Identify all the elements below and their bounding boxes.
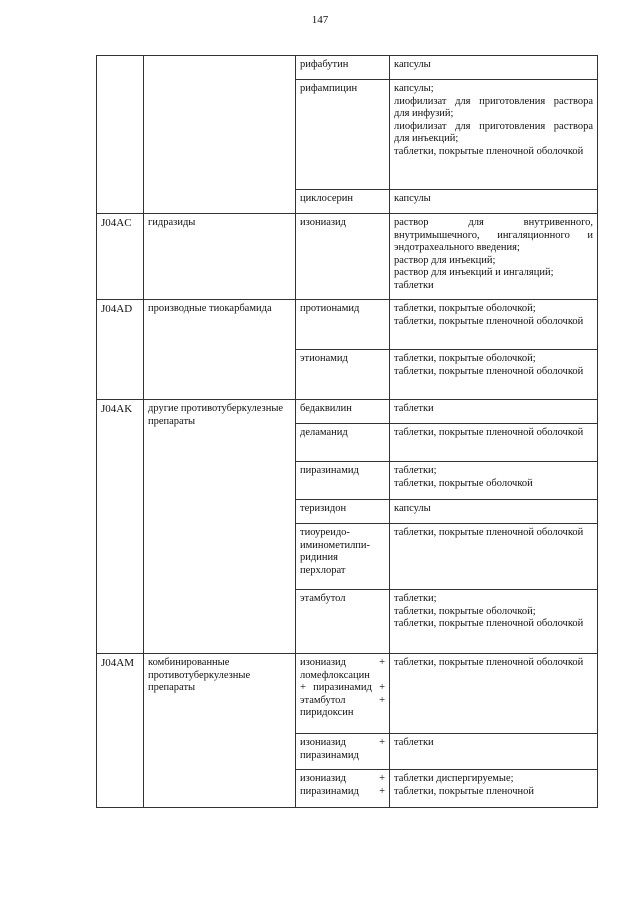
drug-name-cell — [296, 300, 390, 350]
drug-name: теризидон — [300, 503, 347, 514]
table-row — [97, 214, 598, 300]
dosage-form: таблетки, покрытые пленочной оболочкой — [394, 145, 584, 157]
group-name-cell: комбинированные противотуберкулезные препараты — [144, 654, 296, 808]
table-body — [97, 56, 598, 808]
drug-name: этамбутол — [300, 593, 346, 604]
dosage-forms-cell — [390, 462, 598, 500]
dosage-form: таблетки, покрытые пленочной оболочкой — [394, 365, 584, 377]
drug-name-cell — [296, 590, 390, 654]
dosage-forms-cell — [390, 734, 598, 770]
atc-code-cell: J04AK — [97, 400, 144, 654]
drug-name: деламанид — [300, 427, 348, 438]
dosage-form: таблетки; — [394, 593, 437, 604]
dosage-form: лиофилизат для приготовления раствора для инъекций; — [394, 120, 593, 145]
table-row — [97, 654, 598, 734]
table-row — [97, 300, 598, 350]
drug-name-line: + пиразинамид + — [300, 682, 385, 694]
dosage-form: таблетки, покрытые оболочкой — [394, 477, 533, 489]
table-row — [97, 400, 598, 424]
atc-code-cell: J04AM — [97, 654, 144, 808]
dosage-form: таблетки, покрытые оболочкой; — [394, 353, 536, 364]
dosage-forms-cell — [390, 500, 598, 524]
page-number: 147 — [311, 14, 329, 26]
dosage-form: таблетки — [394, 403, 434, 414]
dosage-forms-cell — [390, 56, 598, 80]
dosage-forms-cell — [390, 350, 598, 400]
drug-name: рифампицин — [300, 83, 358, 94]
group-name-cell: гидразиды — [144, 214, 296, 300]
dosage-forms-cell — [390, 214, 598, 300]
group-name-cell: производные тиокарбамида — [144, 300, 296, 400]
drug-name: этионамид — [300, 353, 348, 364]
dosage-form: таблетки, покрытые оболочкой; — [394, 303, 536, 314]
dosage-form: таблетки — [394, 279, 434, 291]
dosage-form: таблетки; — [394, 465, 437, 476]
dosage-forms-cell — [390, 524, 598, 590]
table-row — [97, 56, 598, 80]
dosage-form: таблетки, покрытые пленочной оболочкой — [394, 618, 584, 630]
drug-name-cell — [296, 654, 390, 734]
drug-name-line: пиразинамид — [300, 749, 359, 761]
drug-name-cell — [296, 56, 390, 80]
drug-name-line: ломефлоксацин — [300, 669, 370, 681]
drug-name-cell — [296, 190, 390, 214]
drug-name-line: изониазид + — [300, 737, 385, 748]
drug-name-line: тиоуреидо- — [300, 527, 350, 538]
dosage-form: капсулы; — [394, 83, 434, 94]
drug-table — [96, 55, 598, 808]
dosage-forms-cell — [390, 424, 598, 462]
dosage-form: таблетки, покрытые пленочной — [394, 785, 535, 797]
dosage-form: таблетки, покрытые пленочной оболочкой — [394, 315, 584, 327]
dosage-form: таблетки диспергируемые; — [394, 773, 514, 784]
dosage-form: таблетки, покрытые пленочной оболочкой — [394, 427, 584, 438]
drug-name-line: ридиния — [300, 552, 338, 564]
dosage-forms-cell — [390, 190, 598, 214]
drug-name-cell — [296, 734, 390, 770]
dosage-forms-cell — [390, 770, 598, 808]
dosage-form: раствор для инъекций; — [394, 254, 496, 266]
dosage-form: раствор для внутривенного, внутримышечного, ингаляционного и эндотрахеального введения; — [394, 217, 593, 254]
dosage-forms-cell — [390, 590, 598, 654]
drug-name-line: изониазид + — [300, 773, 385, 784]
drug-name: пиразинамид — [300, 465, 359, 476]
drug-name-cell — [296, 400, 390, 424]
dosage-forms-cell — [390, 300, 598, 350]
group-name-cell: другие противотуберкулезные препараты — [144, 400, 296, 654]
drug-name-line: этамбутол + — [300, 694, 385, 706]
drug-name-cell — [296, 524, 390, 590]
drug-name-cell — [296, 500, 390, 524]
dosage-form: капсулы — [394, 193, 431, 204]
drug-name: изониазид — [300, 217, 346, 228]
atc-code-cell: J04AC — [97, 214, 144, 300]
dosage-form: таблетки, покрытые пленочной оболочкой — [394, 527, 584, 538]
drug-name: циклосерин — [300, 193, 354, 204]
dosage-form: таблетки, покрытые оболочкой; — [394, 605, 536, 617]
atc-code-cell — [97, 56, 144, 214]
dosage-form: капсулы — [394, 503, 431, 514]
group-name-cell — [144, 56, 296, 214]
dosage-forms-cell — [390, 80, 598, 190]
dosage-form: таблетки — [394, 737, 434, 748]
drug-name-line: иминометилпи- — [300, 539, 371, 551]
drug-name-cell — [296, 80, 390, 190]
drug-name-cell — [296, 424, 390, 462]
dosage-form: лиофилизат для приготовления раствора для инфузий; — [394, 95, 593, 120]
dosage-forms-cell — [390, 400, 598, 424]
drug-name-line: перхлорат — [300, 564, 346, 576]
drug-name: рифабутин — [300, 59, 349, 70]
drug-name-cell — [296, 214, 390, 300]
drug-name-line: пиразинамид + — [300, 785, 385, 797]
drug-name-line: пиридоксин — [300, 707, 354, 719]
dosage-forms-cell — [390, 654, 598, 734]
drug-name-cell — [296, 350, 390, 400]
drug-name-line: изониазид + — [300, 657, 385, 668]
dosage-form: раствор для инъекций и ингаляций; — [394, 267, 554, 279]
drug-name: бедаквилин — [300, 403, 352, 414]
atc-code-cell: J04AD — [97, 300, 144, 400]
dosage-form: капсулы — [394, 59, 431, 70]
dosage-form: таблетки, покрытые пленочной оболочкой — [394, 657, 584, 668]
drug-name-cell — [296, 770, 390, 808]
drug-name: протионамид — [300, 303, 360, 314]
drug-name-cell — [296, 462, 390, 500]
